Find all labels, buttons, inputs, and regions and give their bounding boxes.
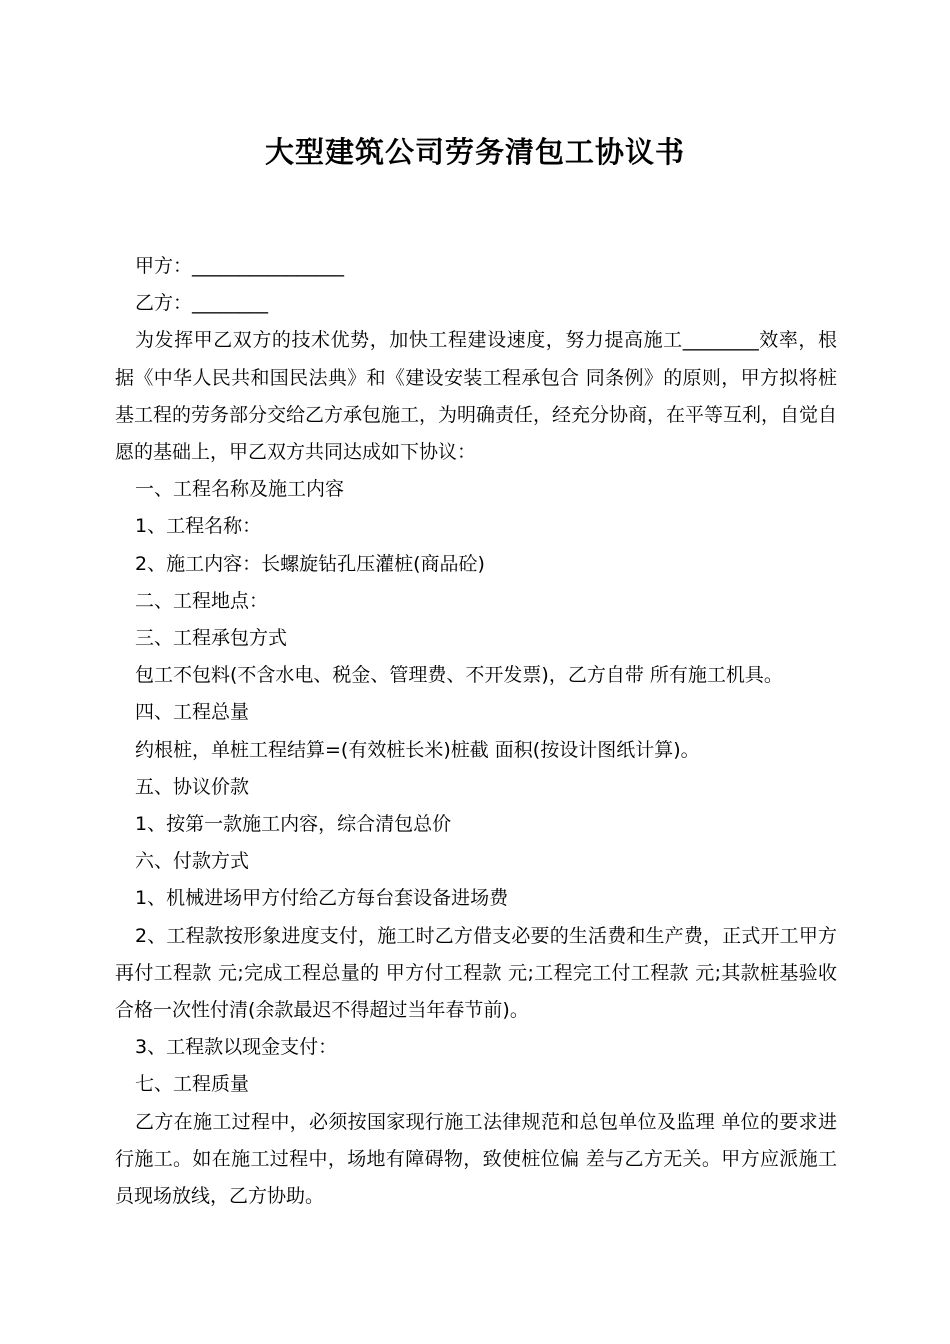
section-heading-6: 六、付款方式 [135,850,250,873]
section-heading-2: 二、工程地点： [135,589,269,612]
payment-item-2: 2、工程款按形象进度支付，施工时乙方借支必要的生活费和生产费，正式开工甲方再付工程款 元;完成工程总量的 甲方付工程款 元;工程完工付工程款 元;其款桩基验收合格一次性付清(余款最迟不得超过当年春节前)。 [115,924,837,1022]
section-heading-5: 五、协议价款 [135,775,250,798]
project-name-line: 1、工程名称： [135,515,262,538]
section-heading-1: 一、工程名称及施工内容 [135,478,345,501]
document-title: 大型建筑公司劳务清包工协议书 [264,135,685,169]
document-body [115,248,837,1215]
construction-content-line: 2、施工内容：长螺旋钻孔压灌桩(商品砼) [135,552,485,575]
section-heading-4: 四、工程总量 [135,701,250,724]
party-a-line: 甲方：________________ [135,255,345,277]
contract-mode-paragraph: 包工不包料(不含水电、税金、管理费、不开发票)，乙方自带 所有施工机具。 [135,664,783,687]
section-heading-7: 七、工程质量 [135,1073,250,1096]
party-b-line: 乙方：________ [135,292,269,315]
price-line: 1、按第一款施工内容，综合清包总价 [135,813,452,836]
preamble-paragraph: 为发挥甲乙双方的技术优势，加快工程建设速度，努力提高施工________效率，根据《中华人民共和国民法典》和《建设安装工程承包合 同条例》的原则，甲方拟将桩基工程的劳务部分交给乙方承包施工，为明确责任，经充分协商，在平等互利，自觉自愿的基础上，甲乙双方共同达成如下协议： [115,329,838,464]
quantity-paragraph: 约根桩，单桩工程结算=(有效桩长米)桩截 面积(按设计图纸计算)。 [135,738,700,761]
payment-item-3: 3、工程款以现金支付： [135,1036,338,1059]
payment-item-1: 1、机械进场甲方付给乙方每台套设备进场费 [135,887,509,910]
section-heading-3: 三、工程承包方式 [135,627,288,650]
quality-paragraph: 乙方在施工过程中，必须按国家现行施工法律规范和总包单位及监理 单位的要求进行施工。如在施工过程中，场地有障碍物，致使桩位偏 差与乙方无关。甲方应派施工员现场放线，乙方协助。 [115,1110,837,1208]
